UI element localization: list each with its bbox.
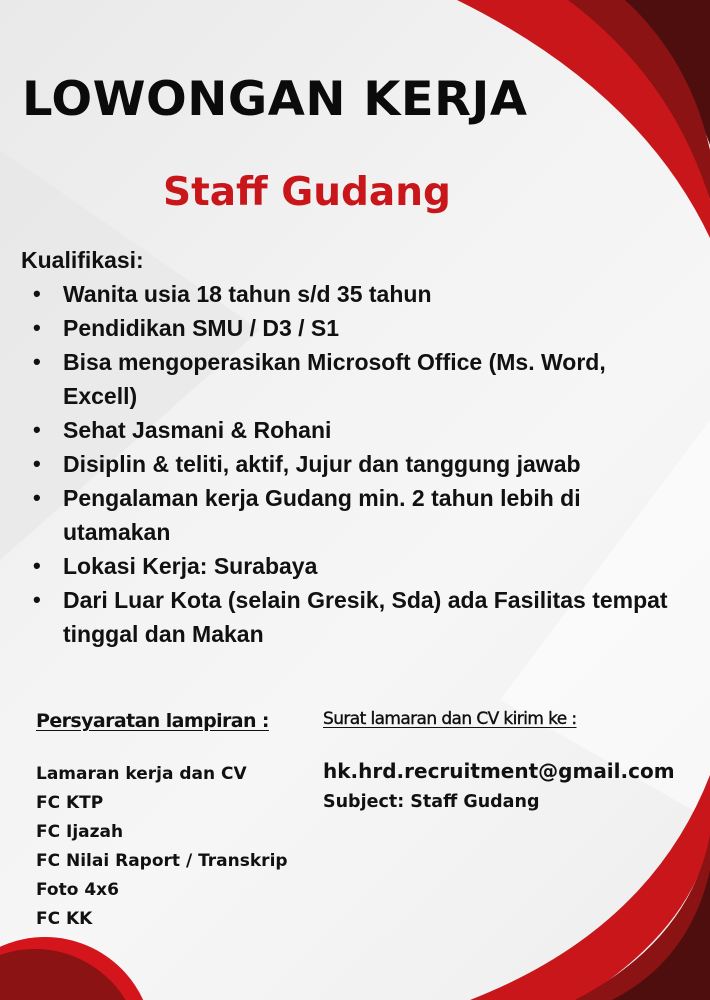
- email-subject: Subject: Staff Gudang: [323, 792, 540, 812]
- contact-heading: Surat lamaran dan CV kirim ke :: [323, 709, 577, 729]
- attachment-item: FC Ijazah: [36, 822, 124, 842]
- contact-email[interactable]: hk.hrd.recruitment@gmail.com: [323, 759, 675, 783]
- qualification-item: • Dari Luar Kota (selain Gresik, Sda) ada Fasilitas tempat tinggal dan Makan: [28, 583, 668, 651]
- job-position: Staff Gudang: [163, 170, 451, 215]
- qualifications-list: [28, 277, 668, 651]
- qualification-item: • Pendidikan SMU / D3 / S1: [28, 311, 668, 345]
- qualification-item: • Disiplin & teliti, aktif, Jujur dan tanggung jawab: [28, 447, 668, 481]
- qualification-item: • Sehat Jasmani & Rohani: [28, 413, 668, 447]
- attachment-item: FC KK: [36, 909, 93, 929]
- attachment-item: FC KTP: [36, 793, 104, 813]
- qualifications-heading: Kualifikasi:: [21, 247, 144, 273]
- attachment-item: Foto 4x6: [36, 880, 119, 900]
- attachments-heading: Persyaratan lampiran :: [36, 710, 269, 732]
- qualification-item: • Bisa mengoperasikan Microsoft Office (Ms. Word, Excell): [28, 345, 668, 413]
- contact-block: [323, 756, 675, 818]
- qualification-item: • Wanita usia 18 tahun s/d 35 tahun: [28, 277, 668, 311]
- qualification-item: • Lokasi Kerja: Surabaya: [28, 549, 668, 583]
- attachments-list: [36, 760, 288, 934]
- qualification-item: • Pengalaman kerja Gudang min. 2 tahun lebih di utamakan: [28, 481, 668, 549]
- attachment-item: FC Nilai Raport / Transkrip: [36, 851, 288, 871]
- poster-title: LOWONGAN KERJA: [22, 72, 528, 127]
- attachment-item: Lamaran kerja dan CV: [36, 764, 247, 784]
